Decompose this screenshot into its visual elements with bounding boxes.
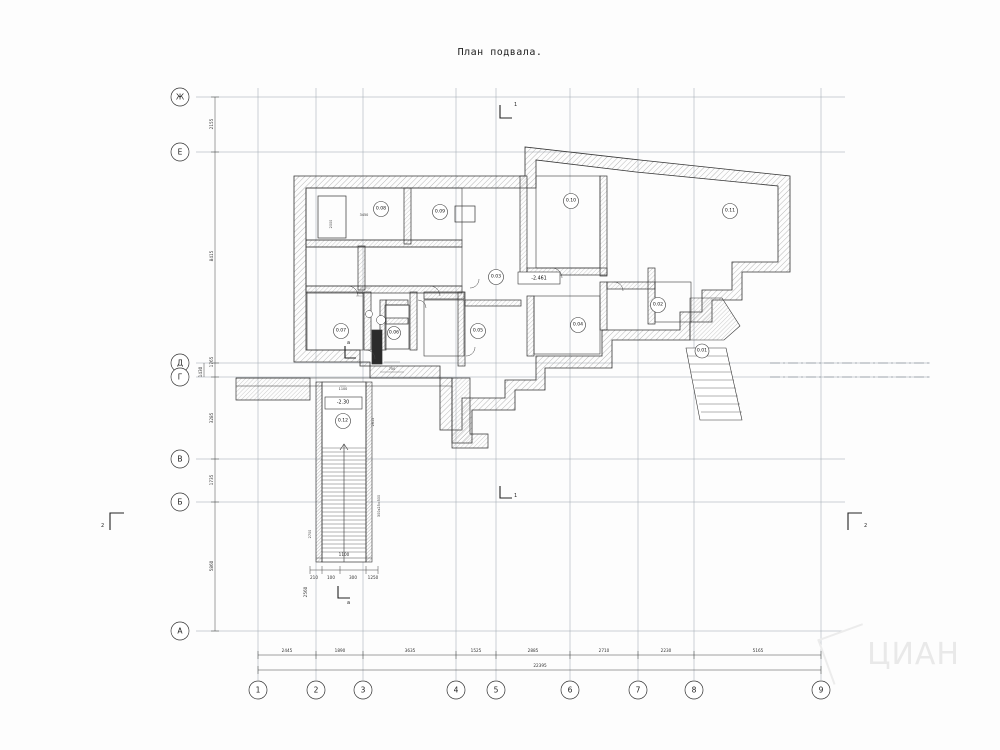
dim-value: 5165 [752, 648, 764, 653]
axis-bubble-ye [171, 143, 189, 161]
annotation: 2700 [308, 529, 312, 539]
dim-value: 1890 [334, 648, 346, 653]
axis-label: А [177, 626, 183, 636]
dimension-values-bottom [282, 648, 764, 668]
axis-label: 4 [453, 685, 459, 695]
axis-bubbles-horizontal [249, 681, 830, 699]
door-swings [348, 268, 623, 359]
dim-value: 1250 [367, 575, 379, 580]
section-label: 1 [514, 493, 518, 499]
room-bubble [695, 344, 709, 358]
dim-value: 1765 [209, 356, 214, 368]
room-label: 0.06 [388, 330, 400, 336]
level-mark [325, 397, 362, 409]
room-label: 0.08 [375, 206, 387, 212]
axis-bubble-ge [171, 368, 189, 386]
room-bubble [433, 205, 448, 220]
watermark-text: ЦИАН [867, 637, 960, 672]
dimension-values-left [198, 118, 214, 571]
annotation: 3450 [359, 213, 369, 217]
axis-label: В [177, 454, 183, 464]
axis-bubble-ve [171, 450, 189, 468]
room-label: 0.01 [696, 348, 708, 354]
page-title: План подвала. [457, 47, 543, 58]
room-label: 0.04 [572, 322, 584, 328]
axis-label: Ж [175, 92, 185, 102]
section-label: 1 [514, 102, 518, 108]
axis-label: 7 [635, 685, 641, 695]
dim-value: 8415 [209, 250, 214, 262]
axis-label: Д [177, 358, 183, 368]
axis-bubble-2 [307, 681, 325, 699]
axis-label: 1 [255, 685, 261, 695]
room-label: 0.03 [490, 274, 502, 280]
annotation: 750 [388, 367, 396, 371]
axis-label: 5 [493, 685, 499, 695]
axis-bubble-3 [354, 681, 372, 699]
axis-bubble-1 [249, 681, 267, 699]
axis-bubble-6 [561, 681, 579, 699]
section-label: а [347, 340, 351, 346]
axis-label: 2 [313, 685, 319, 695]
level-value: -2.461 [531, 276, 547, 282]
room-label: 0.10 [565, 198, 577, 204]
room-bubble [723, 204, 738, 219]
dim-value: 2155 [209, 118, 214, 130]
room-label: 0.07 [335, 328, 347, 334]
annotation: 2615 [371, 417, 375, 427]
dim-value: 1430 [198, 366, 203, 378]
axis-label: 6 [567, 685, 573, 695]
axis-bubble-8 [685, 681, 703, 699]
room-bubble [571, 318, 586, 333]
axis-bubble-be [171, 493, 189, 511]
annotation: 1100 [338, 387, 348, 391]
room-bubble [374, 202, 389, 217]
dim-value: 1735 [209, 474, 214, 486]
dim-total: 22395 [533, 663, 547, 668]
room-label: 0.05 [472, 328, 484, 334]
level-value: -2.30 [336, 400, 350, 406]
dim-value: 3635 [404, 648, 416, 653]
axis-label: 3 [360, 685, 366, 695]
dim-value: 3285 [209, 412, 214, 424]
room-bubble [388, 327, 401, 340]
room-label: 0.11 [724, 208, 736, 214]
exterior-wall-detail [690, 298, 740, 340]
axis-bubble-a [171, 622, 189, 640]
axis-label: Б [177, 497, 183, 507]
level-mark [518, 272, 560, 284]
room-bubble [336, 414, 351, 429]
section-label: 2 [101, 523, 105, 529]
dim-value: 2710 [598, 648, 610, 653]
room-label: 0.12 [337, 418, 349, 424]
axis-label: Е [177, 147, 183, 157]
section-label: а [347, 600, 351, 606]
room-label: 0.09 [434, 209, 446, 215]
room-bubble [651, 298, 666, 313]
axis-label: Г [177, 372, 183, 382]
dim-value: 300 [349, 575, 357, 580]
dim-value: 1525 [470, 648, 482, 653]
room-label: 0.02 [652, 302, 664, 308]
axis-bubble-zh [171, 88, 189, 106]
dim-value: 5860 [209, 560, 214, 572]
dim-value: 210 [310, 575, 318, 580]
annotation: 2000 [329, 219, 333, 229]
axis-bubbles-vertical [171, 88, 189, 640]
room-bubble [489, 270, 504, 285]
axis-bubble-4 [447, 681, 465, 699]
room-number-bubbles [334, 194, 738, 429]
room-bubble [471, 324, 486, 339]
dim-value: 1100 [338, 552, 350, 557]
dim-value: 2445 [281, 648, 293, 653]
axis-label: 8 [691, 685, 697, 695]
axis-bubble-7 [629, 681, 647, 699]
center-lines [770, 363, 930, 377]
dim-value: 2885 [527, 648, 539, 653]
axis-bubble-9 [812, 681, 830, 699]
dim-value: 100 [327, 575, 335, 580]
dim-value: 2560 [303, 586, 308, 598]
section-label: 2 [864, 523, 868, 529]
annotation: 900 [356, 291, 364, 295]
dim-value: 2230 [660, 648, 672, 653]
stair-exterior [686, 348, 742, 420]
annotation: 300x25=500 [377, 494, 381, 518]
axis-bubble-5 [487, 681, 505, 699]
room-bubble [334, 324, 349, 339]
axis-label: 9 [818, 685, 824, 695]
room-bubble [564, 194, 579, 209]
